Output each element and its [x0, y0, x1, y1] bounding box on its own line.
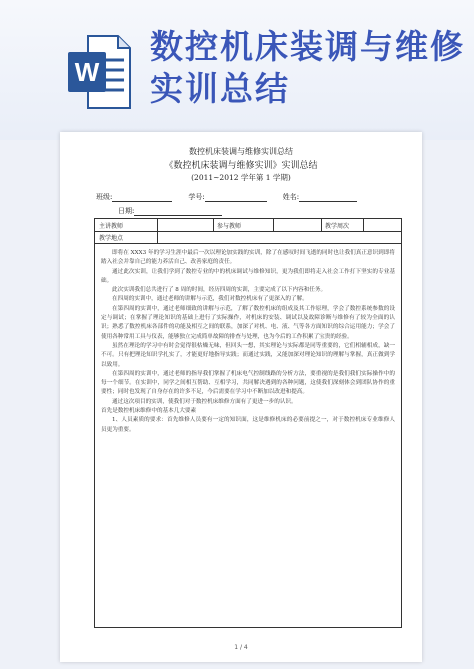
paragraph: 通过这次项目的实训，使我们对于数控机床维修方面有了更进一步的认识。: [112, 398, 297, 405]
paragraph: 通过此次实训，让我们学到了数控专业的中的机床调试与维修知识，更为我们即将走入社会工作打下坚实的专业基础。: [101, 268, 395, 284]
table-head-location: 教学地点: [99, 235, 124, 242]
table-divider: [321, 219, 322, 231]
paragraph: 在四周的实训中，通过老师的讲解与示范，我们对数控机床有了更深入的了解。: [112, 296, 308, 303]
document-page: [60, 132, 422, 662]
table-divider: [273, 219, 274, 231]
class-label: 班级:: [96, 193, 113, 201]
paragraph: 即将在 XXX3 年的学习生涯中最后一次以理论加实践的实训，除了在感叹时间飞逝的同时也让我们真正意识到即将踏入社会并靠自己的能力养活自己、改善家庭的责任。: [101, 250, 395, 266]
paragraph: 此次实训我们总共进行了 8 周的时间，经历四周的实训，主要完成了以下内容和任务。: [112, 287, 327, 294]
doc-semester: (2011~2012 学年第 1 学期): [191, 173, 291, 182]
doc-title: 数控机床装调与维修实训总结: [189, 147, 293, 156]
class-blank: [112, 193, 172, 202]
summary-text: [101, 249, 395, 435]
date-label: 日期:: [118, 207, 135, 215]
word-document-icon: [68, 34, 132, 110]
paragraph: 首先是数控机床维修中的基本几大要素: [101, 408, 197, 415]
table-head-lecturer: 主讲教师: [99, 223, 124, 230]
banner: [0, 0, 474, 140]
student-id-label: 学号:: [188, 193, 205, 201]
table-divider: [213, 219, 214, 231]
word-icon-letter: W: [74, 57, 100, 87]
name-blank: [299, 193, 357, 202]
name-label: 姓名:: [282, 193, 300, 201]
date-row: [118, 206, 222, 216]
student-id-blank: [205, 193, 267, 202]
date-blank: [134, 207, 222, 216]
table-divider: [157, 219, 158, 231]
paragraph: 虽然在理论的学习中有时会觉得很枯燥无味，但回头一想，其实理论与实际都是同等重要的，它们相辅相成，缺一不可。只有把理论知识学扎实了，才能更好地指导实践；而通过实践，又能加深对理论知识的理解与掌握，真正做到学以致用。: [101, 342, 395, 368]
paragraph: 1、人员素质的要求：首先维修人员要有一定的知识面，这是维修机床的必要前提之一，对于数控机床专业维修人员更为重要。: [101, 417, 395, 433]
table-head-week: 教学周次: [325, 223, 350, 230]
banner-title: 数控机床装调与维修实训总结: [150, 27, 465, 108]
table-location-row: [95, 231, 401, 244]
paragraph: 在第四周的实训中，通过老师的指导我们掌握了机床电气控制线路的分析方法，要重视的是我们我们实际操作中的每一个细节。在实训中，同学之间相互帮助、互相学习，共同解决遇到的各种问题，这使我们深刻体会到团队协作的重要性；同时也发现了自身存在的许多不足，今后需要在学习中不断加以改进和提高。: [101, 370, 395, 396]
student-info-row: [96, 192, 357, 202]
page-number: 1 / 4: [234, 644, 248, 651]
table-head-assistant: 参与教师: [217, 223, 242, 230]
doc-subtitle: 《数控机床装调与维修实训》实训总结: [164, 161, 318, 171]
paragraph: 在第四周的实训中，通过老师细致的讲解与示范，了解了数控机床的组成及其工作原理，学会了数控系统参数的设定与调试；在掌握了理论知识的基础上进行了实际操作，对机床的安装、调试以及故障诊断与维修有了较为全面的认识；熟悉了数控机床各部件的功能及相互之间的联系，加深了对机、电、液、气等各方面知识的综合运用能力；学会了使用各种常用工具与仪表，能够独立完成简单故障的排查与处理，也为今后的工作积累了宝贵的经验。: [101, 305, 395, 340]
table-divider: [157, 231, 158, 243]
table-divider: [363, 219, 364, 231]
content-table: [94, 218, 402, 628]
